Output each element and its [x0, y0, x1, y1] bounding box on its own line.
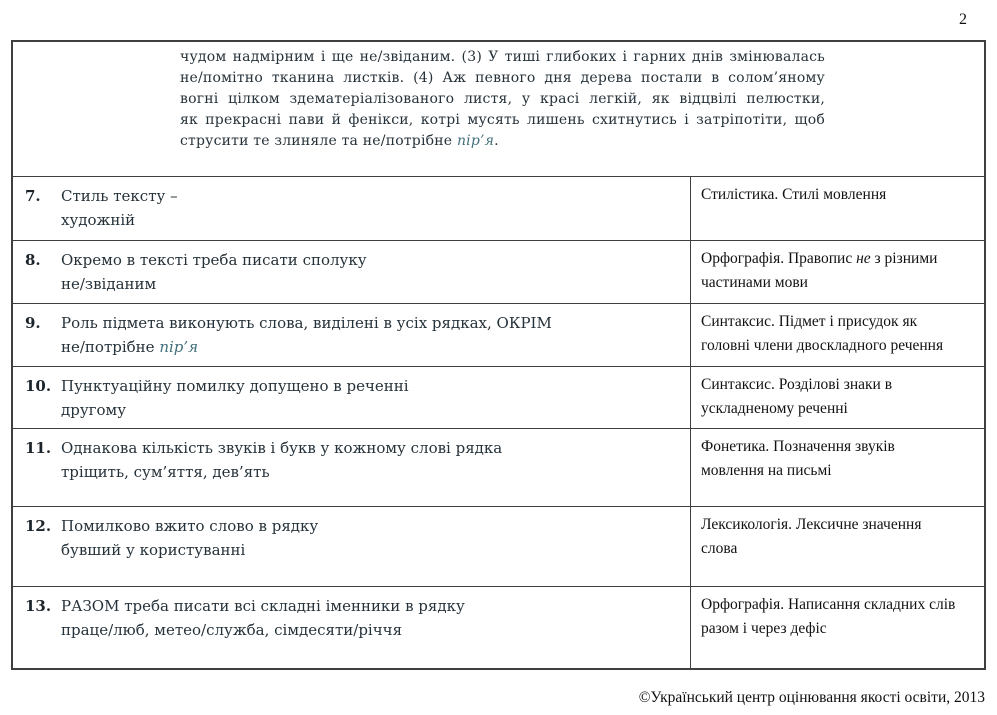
answer-line: не/потрібне пір’я — [61, 338, 199, 356]
question-cell — [13, 507, 690, 586]
table-row — [13, 240, 984, 303]
passage-line: струсити те злиняле та не/потрібне пір’я. — [180, 133, 499, 149]
passage-line: чудом надмірним і ще не/звіданим. (3) У тиші глибоких і гарних днів змінювалась — [180, 49, 825, 65]
category-line: Стилістика. Стилі мовлення — [701, 186, 887, 203]
italic-term: пір’я — [456, 133, 495, 149]
category-line: Лексикологія. Лексичне значення — [701, 516, 922, 533]
question-text — [61, 436, 680, 506]
passage-line: не/помітно тканина листків. (4) Аж певного дня дерева постали в солом’яному — [180, 70, 825, 86]
table-body — [13, 176, 984, 668]
question-line: Роль підмета виконують слова, виділені в усіх рядках, ОКРІМ — [61, 314, 552, 332]
table-row — [13, 506, 984, 586]
category-line: Орфографія. Написання складних слів — [701, 596, 956, 613]
passage-text — [180, 47, 825, 152]
answer-line: не/звіданим — [61, 275, 157, 293]
question-cell — [13, 177, 690, 240]
question-text — [61, 184, 680, 240]
table-row — [13, 586, 984, 668]
category-cell — [690, 507, 984, 586]
answer-line: бувший у користуванні — [61, 541, 246, 559]
category-cell — [690, 241, 984, 303]
italic-term: не — [856, 250, 871, 267]
question-number: 9. — [25, 314, 41, 332]
question-cell — [13, 367, 690, 428]
category-cell — [690, 367, 984, 428]
passage-line: як прекрасні пави й фенікси, котрі мусять лишень схитнутись і затріпотіти, щоб — [180, 112, 825, 128]
passage-line: вогні цілком здематеріалізованого листя, у красі легкій, як відцвілі пелюстки, — [180, 91, 825, 107]
category-cell — [690, 177, 984, 240]
question-line: РАЗОМ треба писати всі складні іменники в рядку — [61, 597, 465, 615]
answer-line: другому — [61, 401, 127, 419]
table-row — [13, 428, 984, 506]
answer-line: художній — [61, 211, 136, 229]
question-text — [61, 514, 680, 586]
question-cell — [13, 304, 690, 366]
question-cell — [13, 429, 690, 506]
category-line: Синтаксис. Підмет і присудок як — [701, 313, 918, 330]
copyright-footer: ©Український центр оцінювання якості освіти, 2013 — [638, 689, 985, 706]
category-line: разом і через дефіс — [701, 620, 827, 637]
answer-key-table — [11, 40, 986, 670]
category-line: слова — [701, 540, 738, 557]
question-number: 12. — [25, 517, 52, 535]
answer-line: тріщить, сум’яття, дев’ять — [61, 463, 270, 481]
italic-term: пір’я — [159, 338, 199, 356]
passage-cell — [13, 42, 984, 176]
question-number: 10. — [25, 377, 52, 395]
question-text — [61, 248, 680, 303]
category-cell — [690, 429, 984, 506]
category-line: Синтаксис. Розділові знаки в — [701, 376, 893, 393]
question-text — [61, 594, 680, 668]
question-text — [61, 311, 680, 366]
question-line: Пунктуаційну помилку допущено в реченні — [61, 377, 409, 395]
category-line: мовлення на письмі — [701, 462, 832, 479]
category-cell — [690, 304, 984, 366]
question-line: Стиль тексту – — [61, 187, 178, 205]
table-row — [13, 303, 984, 366]
question-number: 8. — [25, 251, 41, 269]
answer-line: праце/люб, метео/служба, сімдесяти/річчя — [61, 621, 403, 639]
category-line: частинами мови — [701, 274, 808, 291]
question-number: 11. — [25, 439, 52, 457]
question-line: Однакова кількість звуків і букв у кожному слові рядка — [61, 439, 503, 457]
question-number: 13. — [25, 597, 52, 615]
category-cell — [690, 587, 984, 668]
question-line: Помилково вжито слово в рядку — [61, 517, 319, 535]
category-line: головні члени двоскладного речення — [701, 337, 944, 354]
question-cell — [13, 241, 690, 303]
category-line: ускладненому реченні — [701, 400, 848, 417]
question-cell — [13, 587, 690, 668]
table-row — [13, 366, 984, 428]
question-line: Окремо в тексті треба писати сполуку — [61, 251, 367, 269]
page-number: 2 — [959, 11, 967, 28]
question-text — [61, 374, 680, 428]
category-line: Орфографія. Правопис не з різними — [701, 250, 938, 267]
question-number: 7. — [25, 187, 41, 205]
table-row — [13, 176, 984, 240]
category-line: Фонетика. Позначення звуків — [701, 438, 895, 455]
